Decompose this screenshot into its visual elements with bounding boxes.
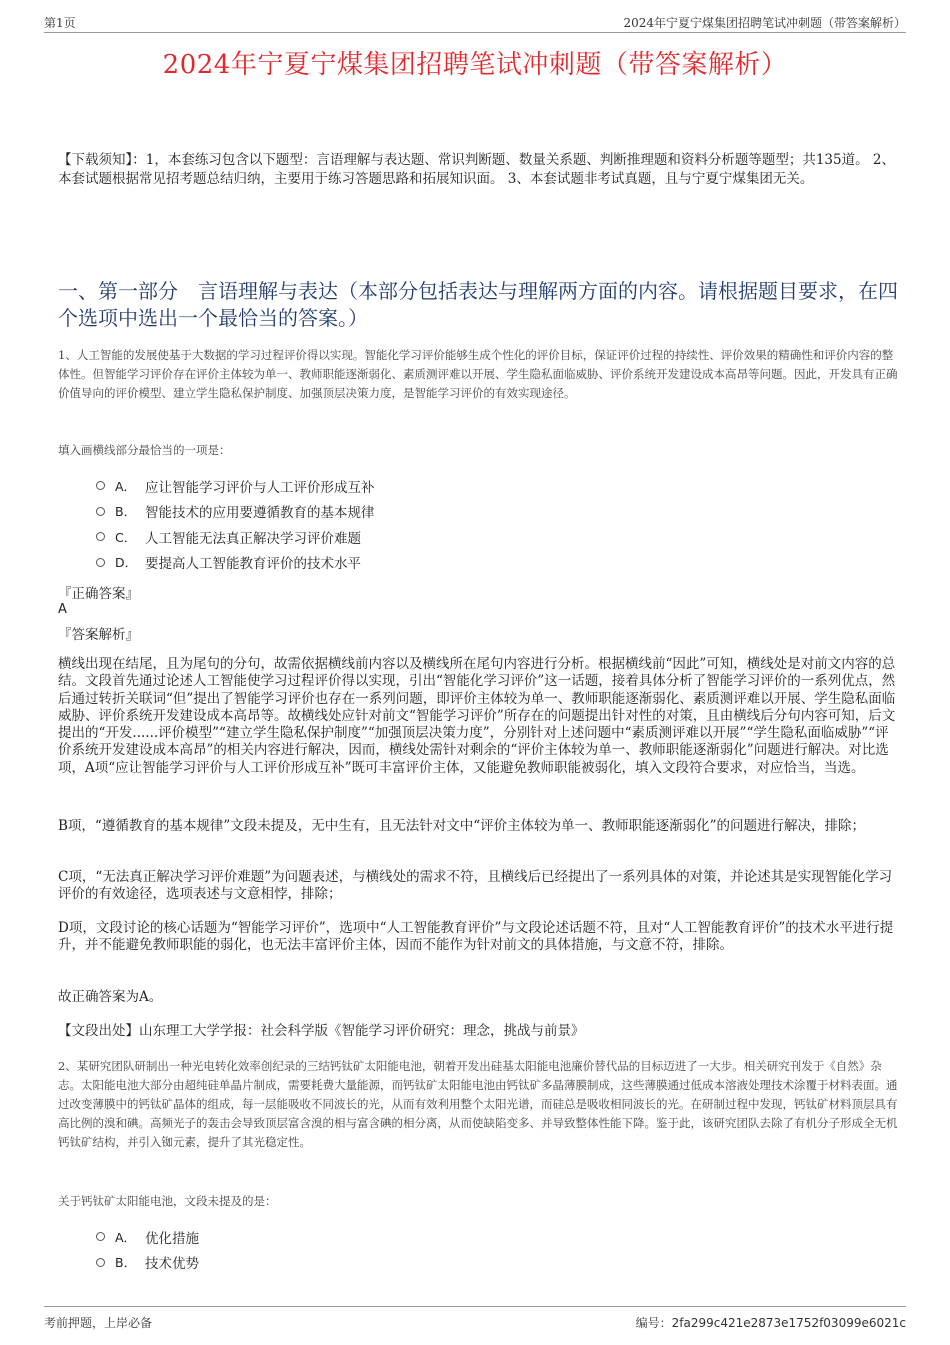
question-2-prompt: 关于钙钛矿太阳能电池，文段未提及的是： [58, 1194, 277, 1208]
option-b[interactable]: B． 智能技术的应用要遵循教育的基本规律 [96, 499, 375, 525]
option-text: 要提高人工智能教育评价的技术水平 [145, 556, 361, 573]
page-header [44, 12, 906, 33]
option-a[interactable]: A． 应让智能学习评价与人工评价形成互补 [96, 473, 375, 499]
footer-code [636, 1314, 906, 1331]
analysis-paragraph-b: B项，“遵循教育的基本规律”文段未提及，无中生有，且无法针对文中“评价主体较为单一、教师职能逐渐弱化”的问题进行解决，排除； [58, 818, 866, 834]
analysis-conclusion: 故正确答案为A。 [58, 989, 163, 1005]
radio-icon[interactable] [96, 1232, 105, 1241]
footer-code-value: 2fa299c421e2873e1752f03099e6021c [671, 1316, 906, 1330]
analysis-paragraph-d: D项，文段讨论的核心话题为“智能学习评价”，选项中“人工智能教育评价”与文段论述话题不符，且对“人工智能教育评价”的技术水平进行提升，并不能避免教师职能的弱化，也无法丰富评价主体，因而不能作为针对前文的具体措施，与文意不符，排除。 [58, 920, 894, 954]
question-1-options [96, 473, 375, 575]
source-citation: 【文段出处】山东理工大学学报：社会科学版《智能学习评价研究：理念，挑战与前景》 [58, 1023, 585, 1039]
answer-label: 『正确答案』 [58, 586, 139, 602]
footer-slogan: 考前押题，上岸必备 [44, 1316, 153, 1330]
option-c[interactable]: C． 人工智能无法真正解决学习评价难题 [96, 524, 375, 550]
download-notice: 【下载须知】：1，本套练习包含以下题型：言语理解与表达题、常识判断题、数量关系题、判断推理题和资料分析题等题型；共135道。 2、本套试题根据常见招考题总结归纳，主要用于练习答题思路和拓展知识面。 3、本套试题非考试真题，且与宁夏宁煤集团无关。 [58, 152, 895, 187]
radio-icon[interactable] [96, 532, 105, 541]
header-doc-title: 2024年宁夏宁煤集团招聘笔试冲刺题（带答案解析） [623, 16, 906, 30]
radio-icon[interactable] [96, 558, 105, 567]
radio-icon[interactable] [96, 507, 105, 516]
radio-icon[interactable] [96, 481, 105, 490]
page-footer [44, 1306, 906, 1333]
option-b[interactable]: B． 技术优势 [96, 1250, 199, 1276]
footer-code-label: 编号： [635, 1316, 672, 1330]
question-2-text: 2、某研究团队研制出一种光电转化效率创纪录的三结钙钛矿太阳能电池，朝着开发出硅基太阳能电池廉价替代品的目标迈进了一大步。相关研究刊发于《自然》杂志。太阳能电池大部分由超纯硅单晶片制成，需要耗费大量能源，而钙钛矿太阳能电池由钙钛矿多晶薄膜制成，这些薄膜通过低成本溶液处理技术涂覆于材料表面。通过改变薄膜中的钙钛矿晶体的组成，每一层能吸收不同波长的光，从而有效利用整个太阳光谱，而硅总是吸收相同波长的光。在研制过程中发现，钙钛矿材料顶层具有高比例的溴和碘。高频光子的轰击会导致顶层富含溴的相与富含碘的相分离，从而使缺陷变多、并导致整体性能下降。鉴于此，该研究团队去除了有机分子形成全无机钙钛矿结构，并引入铷元素，提升了其光稳定性。 [58, 1059, 898, 1149]
option-a[interactable]: A． 优化措施 [96, 1224, 199, 1250]
answer-value: A [58, 602, 67, 617]
document-title: 2024年宁夏宁煤集团招聘笔试冲刺题（带答案解析） [162, 50, 788, 80]
option-text: 应让智能学习评价与人工评价形成互补 [145, 479, 375, 496]
page-number: 第1页 [44, 16, 76, 30]
option-d[interactable]: D． 要提高人工智能教育评价的技术水平 [96, 550, 375, 576]
question-1-prompt: 填入画横线部分最恰当的一项是： [58, 443, 231, 457]
option-text: 智能技术的应用要遵循教育的基本规律 [145, 505, 375, 522]
analysis-paragraph-c: C项，“无法真正解决学习评价难题”为问题表述，与横线处的需求不符，且横线后已经提出了一系列具体的对策，并论述其是实现智能化学习评价的有效途径，选项表述与文意相悖，排除； [58, 869, 893, 903]
analysis-paragraph-main: 横线出现在结尾，且为尾句的分句，故需依据横线前内容以及横线所在尾句内容进行分析。根据横线前“因此”可知，横线处是对前文内容的总结。文段首先通过论述人工智能使学习过程评价得以实现，引出“智能化学习评价”这一话题，接着具体分析了智能学习评价的一系列优点，然后通过转折关联词“但”提出了智能学习评价也存在一系列问题，即评价主体较为单一、教师职能逐渐弱化、素质测评难以开展、学生隐私面临威胁、评价系统开发建设成本高昂等。故横线处应针对前文“智能学习评价”所存在的问题提出针对性的对策，且由横线后分句内容可知，后文提出的“开发......评价模型”“建立学生隐私保护制度”“加强顶层决策力度”，分别针对上述问题中“素质测评难以开展”“学生隐私面临威胁”“评价系统开发建设成本高昂”的相关内容进行解决，因而，横线处需针对剩余的“评价主体较为单一、教师职能逐渐弱化”问题进行解决。对比选项，A项“应让智能学习评价与人工评价形成互补”既可丰富评价主体，又能避免教师职能被弱化，填入文段符合要求，对应恰当，当选。 [58, 656, 896, 776]
section-title: 一、第一部分 言语理解与表达（本部分包括表达与理解两方面的内容。请根据题目要求，在四个选项中选出一个最恰当的答案。） [58, 279, 898, 330]
option-text: 技术优势 [145, 1256, 199, 1273]
question-2-options [96, 1224, 199, 1275]
question-1-text: 1、人工智能的发展使基于大数据的学习过程评价得以实现。智能化学习评价能够生成个性化的评价目标，保证评价过程的持续性、评价效果的精确性和评价内容的整体性。但智能学习评价存在评价主体较为单一、教师职能逐渐弱化、素质测评难以开展、学生隐私面临威胁、评价系统开发建设成本高昂等问题。因此，开发具有正确价值导向的评价模型、建立学生隐私保护制度、加强顶层决策力度，是智能学习评价的有效实现途径。 [58, 348, 898, 400]
analysis-label: 『答案解析』 [58, 627, 139, 643]
option-text: 人工智能无法真正解决学习评价难题 [145, 530, 361, 547]
radio-icon[interactable] [96, 1258, 105, 1267]
option-text: 优化措施 [145, 1230, 199, 1247]
